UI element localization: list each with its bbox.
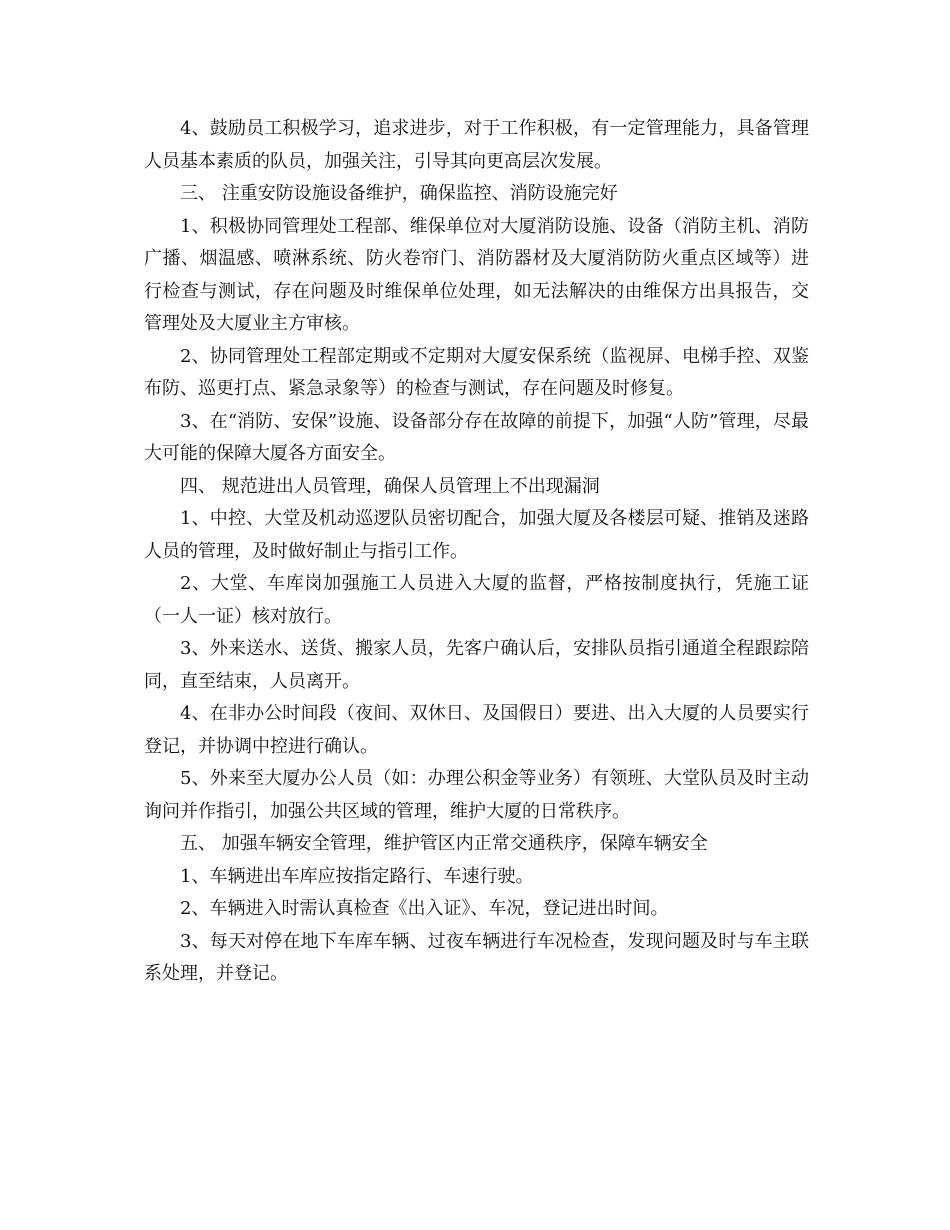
paragraph-off-hours-entry: 4、在非办公时间段（夜间、双休日、及国假日）要进、出入大厦的人员要实行登记，并协调中控进行确认。 (144, 703, 809, 757)
paragraph-encourage-staff: 4、鼓励员工积极学习，追求进步，对于工作积极，有一定管理能力，具备管理人员基本素质的队员，加强关注，引导其向更高层次发展。 (144, 118, 809, 172)
paragraph-patrol-coordination: 1、中控、大堂及机动巡逻队员密切配合，加强大厦及各楼层可疑、推销及迷路人员的管理，及时做好制止与指引工作。 (144, 508, 809, 562)
section-heading-3: 三、 注重安防设施设备维护，确保监控、消防设施完好 (180, 183, 618, 204)
paragraph-human-defense: 3、在“消防、安保”设施、设备部分存在故障的前提下，加强“人防”管理，尽最大可能的保障大厦各方面安全。 (144, 410, 809, 464)
paragraph-vehicle-entry-check: 2、车辆进入时需认真检查《出入证》、车况，登记进出时间。 (180, 898, 669, 919)
paragraph-visitors: 5、外来至大厦办公人员（如：办理公积金等业务）有领班、大堂队员及时主动询问并作指引，加强公共区域的管理，维护大厦的日常秩序。 (144, 768, 809, 822)
paragraph-construction-staff: 2、大堂、车库岗加强施工人员进入大厦的监督，严格按制度执行，凭施工证（一人一证）核对放行。 (144, 573, 809, 627)
paragraph-fire-facility-check: 1、积极协同管理处工程部、维保单位对大厦消防设施、设备（消防主机、消防广播、烟温感、喷淋系统、防火卷帘门、消防器材及大厦消防防火重点区域等）进行检查与测试，存在问题及时维保单位处理，如无法解决的由维保方出具报告，交管理处及大厦业主方审核。 (144, 215, 809, 334)
paragraph-vehicle-route: 1、车辆进出车库应按指定路行、车速行驶。 (180, 865, 534, 887)
section-heading-5: 五、 加强车辆安全管理，维护管区内正常交通秩序，保障车辆安全 (180, 833, 708, 854)
paragraph-vehicle-inspection: 3、每天对停在地下车库车辆、过夜车辆进行车况检查，发现问题及时与车主联系处理，并登记。 (144, 930, 809, 984)
document-body (144, 113, 809, 991)
section-heading-4: 四、 规范进出人员管理，确保人员管理上不出现漏洞 (180, 475, 600, 497)
paragraph-delivery-staff: 3、外来送水、送货、搬家人员，先客户确认后，安排队员指引通道全程跟踪陪同，直至结束，人员离开。 (144, 638, 809, 692)
paragraph-security-system-check: 2、协同管理处工程部定期或不定期对大厦安保系统（监视屏、电梯手控、双鉴布防、巡更打点、紧急录象等）的检查与测试，存在问题及时修复。 (144, 345, 809, 399)
